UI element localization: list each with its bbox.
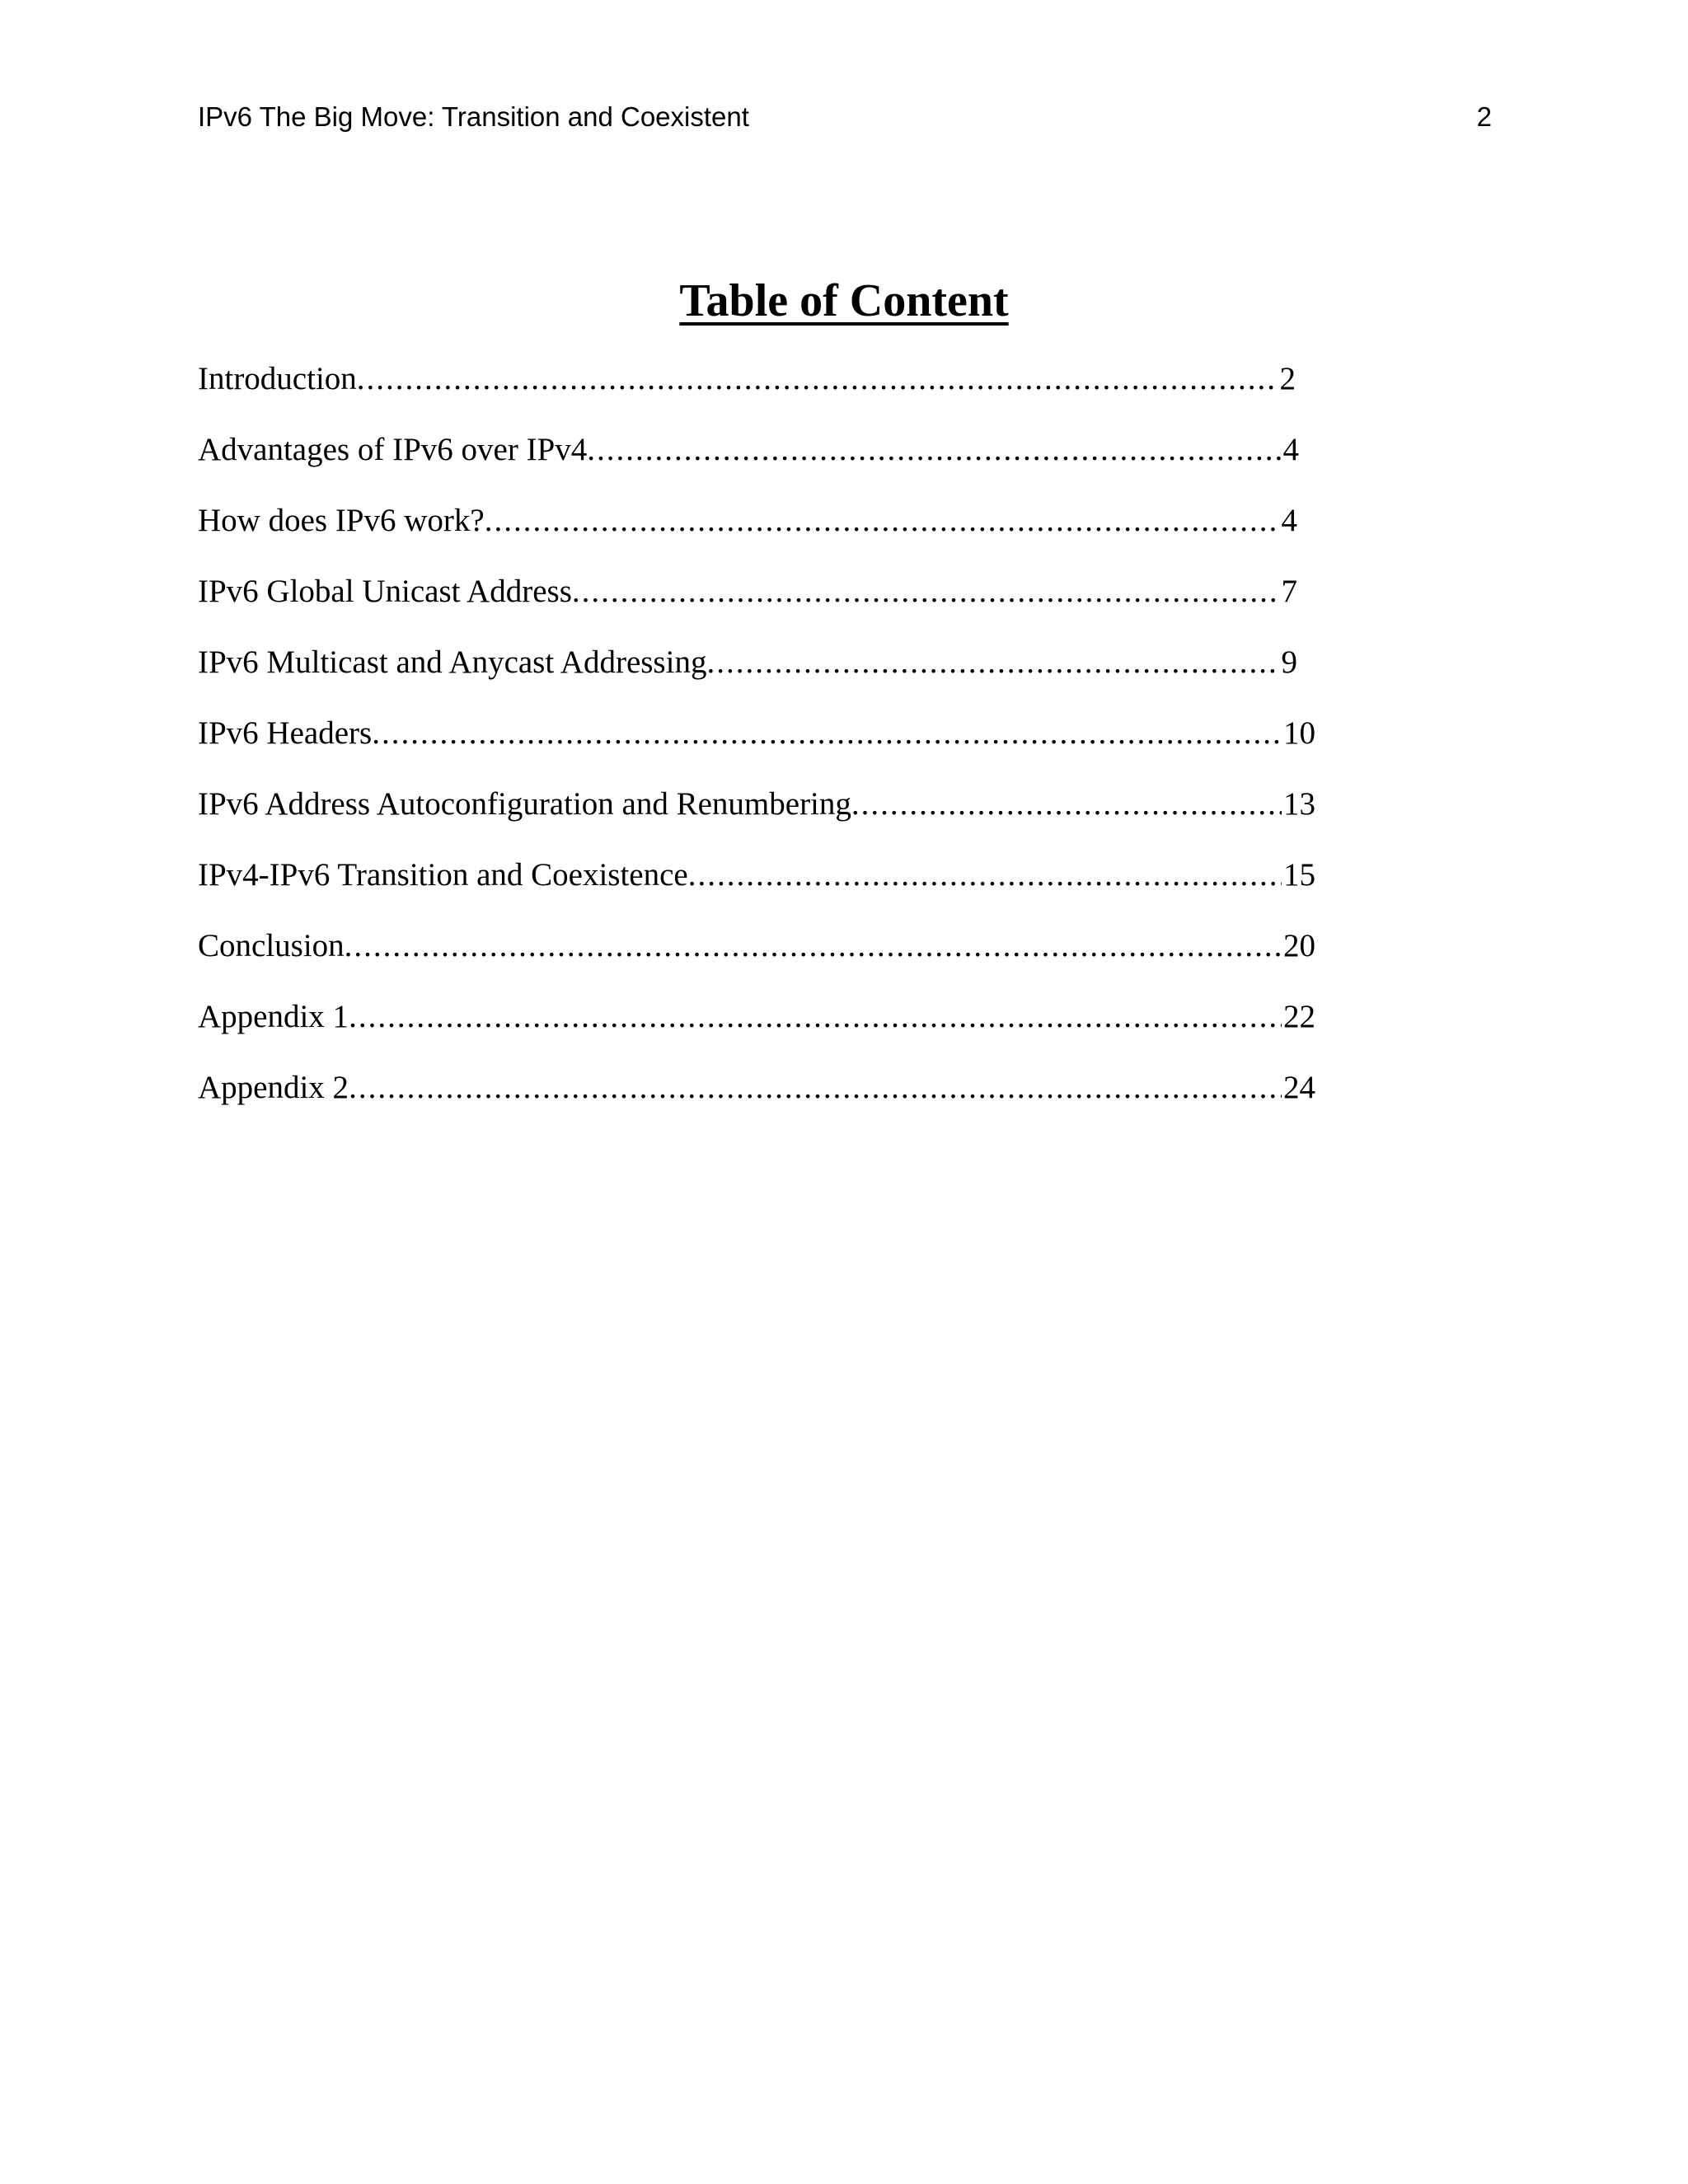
toc-list [198, 358, 1335, 1137]
toc-entry-page: 10 [1283, 715, 1315, 751]
toc-entry-label: IPv6 Global Unicast Address [198, 574, 572, 609]
toc-entry-label: Advantages of IPv6 over IPv4 [198, 432, 588, 467]
toc-entry-label: IPv6 Address Autoconfiguration and Renumbering [198, 786, 851, 822]
toc-dot-leader [485, 499, 1280, 542]
toc-dot-leader [349, 1066, 1282, 1109]
toc-entry-label: IPv6 Multicast and Anycast Addressing [198, 644, 707, 680]
toc-dot-leader [688, 854, 1282, 897]
toc-entry [198, 925, 1315, 996]
toc-entry-label: Conclusion [198, 928, 345, 963]
toc-entry-label: Introduction [198, 361, 357, 396]
toc-entry-label: IPv6 Headers [198, 715, 373, 751]
toc-entry-page: 13 [1283, 786, 1315, 822]
toc-entry [198, 641, 1297, 712]
toc-entry [198, 783, 1315, 854]
toc-dot-leader [851, 783, 1282, 826]
toc-dot-leader [372, 712, 1282, 755]
toc-entry [198, 429, 1299, 499]
toc-entry-label: How does IPv6 work? [198, 503, 485, 538]
toc-entry-page: 4 [1282, 432, 1299, 467]
toc-dot-leader [349, 996, 1282, 1038]
toc-entry-label: Appendix 2 [198, 1070, 349, 1105]
toc-dot-leader [357, 358, 1278, 401]
toc-entry-page: 22 [1283, 999, 1315, 1034]
toc-entry-label: Appendix 1 [198, 999, 349, 1034]
toc-entry [198, 1066, 1315, 1137]
toc-entry [198, 358, 1296, 429]
toc-entry-page: 24 [1283, 1070, 1315, 1105]
toc-dot-leader [587, 429, 1281, 471]
toc-heading [0, 272, 1688, 330]
toc-entry-label: IPv4-IPv6 Transition and Coexistence [198, 857, 688, 893]
toc-dot-leader [706, 641, 1279, 684]
toc-entry [198, 996, 1315, 1066]
toc-entry-page: 9 [1281, 644, 1297, 680]
toc-entry-page: 15 [1283, 857, 1315, 893]
toc-entry [198, 854, 1315, 925]
toc-entry-page: 20 [1283, 928, 1315, 963]
toc-entry [198, 712, 1315, 783]
toc-entry-page: 7 [1281, 574, 1297, 609]
toc-dot-leader [345, 925, 1282, 968]
page-number: 2 [1476, 101, 1492, 132]
toc-dot-leader [572, 570, 1280, 613]
toc-entry-page: 4 [1281, 503, 1297, 538]
toc-heading-text: Table of Content [679, 275, 1009, 326]
toc-entry-page: 2 [1279, 361, 1296, 396]
toc-entry [198, 570, 1297, 641]
toc-entry [198, 499, 1297, 570]
running-head-title: IPv6 The Big Move: Transition and Coexistent [198, 101, 749, 132]
